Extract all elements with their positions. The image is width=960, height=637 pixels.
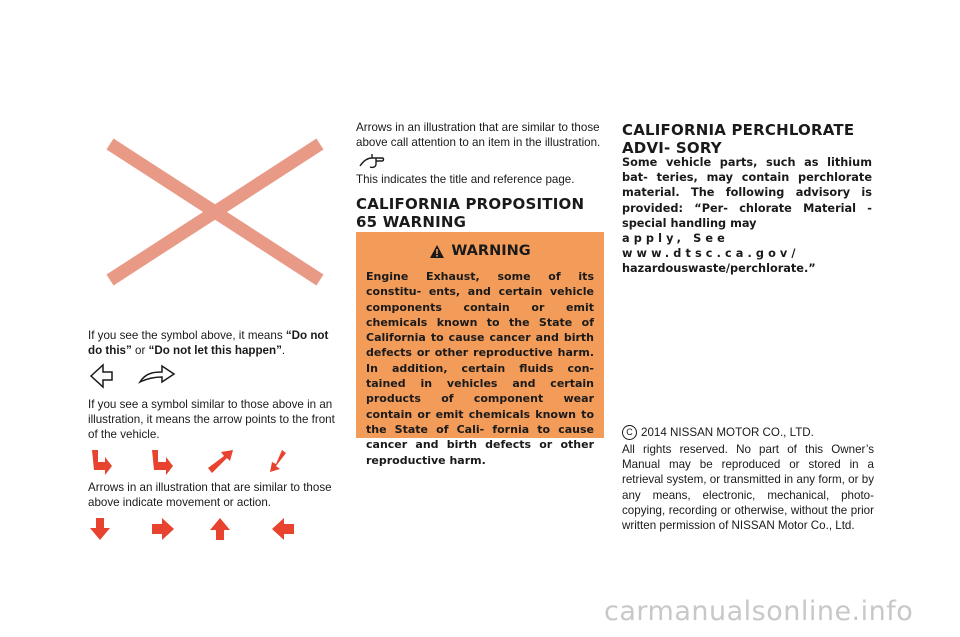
arrow-down-icon	[90, 518, 110, 540]
warning-box	[356, 232, 604, 467]
front-arrow-paragraph: If you see a symbol similar to those above in an illustration, it means the arrow points to the front of the vehicle.	[88, 398, 335, 442]
curved-arrow-right-icon	[92, 450, 112, 475]
block-arrows-icon	[90, 516, 300, 542]
warning-title: WARNING	[451, 243, 531, 259]
reference-paragraph: This indicates the title and reference page.	[356, 173, 575, 186]
prop65-heading: CALIFORNIA PROPOSITION 65 WARNING	[356, 195, 585, 231]
advisory-text: Some vehicle parts, such as lithium bat- teries, may contain perchlorate material. The following advisory is provided: “Per- chlorate Material - special handling may	[622, 156, 872, 230]
diagonal-arrow-icon	[208, 450, 233, 473]
arrow-up-icon	[210, 518, 230, 540]
front-arrow-symbols	[88, 362, 188, 390]
do-not-paragraph	[88, 328, 336, 358]
perchlorate-advisory	[622, 155, 872, 277]
movement-arrows-row-1	[88, 446, 338, 476]
warning-body: Engine Exhaust, some of its constitu- ents, and certain vehicle components contain or emit chemicals known to the State of California to cause cancer and birth defects or other reproductive harm. In addition, certain fluids con- tained in vehicles and certain products of component wear contain or emit chemicals known to the State of Cali- fornia to cause cancer and birth defects or other reproductive harm.	[366, 270, 594, 467]
front-arrow-outline-icon	[88, 362, 188, 390]
diagonal-arrow-down-icon	[270, 450, 286, 472]
do-not-bold-2: “Do not let this happen”	[148, 344, 282, 358]
copyright-line	[622, 425, 872, 440]
cross-mark-icon	[98, 138, 328, 288]
period-text: .	[281, 344, 286, 358]
or-text: or	[131, 344, 149, 358]
watermark: carmanualsonline.info	[604, 596, 914, 627]
copyright-icon: C	[622, 425, 637, 440]
curved-arrow-down-icon	[152, 450, 173, 475]
copyright-text: 2014 NISSAN MOTOR CO., LTD.	[641, 426, 814, 439]
arrow-left-icon	[272, 518, 294, 540]
do-not-bold-1: “Do not do this”	[88, 329, 329, 358]
movement-paragraph: Arrows in an illustration that are similar to those above indicate movement or action.	[88, 481, 332, 510]
rights-paragraph: All rights reserved. No part of this Owner’s Manual may be reproduced or stored in a retrieval system, or transmitted in any form, or by any means, electronic, mechanical, photo- copying, recording or otherwise, without the prior written permission of NISSAN Motor Co., Ltd.	[622, 443, 874, 533]
attention-paragraph: Arrows in an illustration that are similar to those above call attention to an item in the illustration.	[356, 121, 601, 150]
arrow-right-icon	[152, 518, 174, 540]
perchlorate-heading: CALIFORNIA PERCHLORATE ADVI- SORY	[622, 121, 855, 157]
curved-arrows-icon	[88, 446, 338, 476]
movement-arrows-row-2	[90, 516, 300, 542]
advisory-end: hazardouswaste/perchlorate.”	[622, 262, 816, 276]
advisory-spaced-line: apply, See www.dtsc.ca.gov/	[622, 232, 800, 261]
do-not-symbol	[98, 138, 328, 288]
do-not-text: If you see the symbol above, it means	[88, 329, 286, 342]
warning-header	[356, 243, 604, 259]
pointing-hand-icon	[358, 152, 386, 170]
warning-triangle-icon	[429, 244, 445, 259]
